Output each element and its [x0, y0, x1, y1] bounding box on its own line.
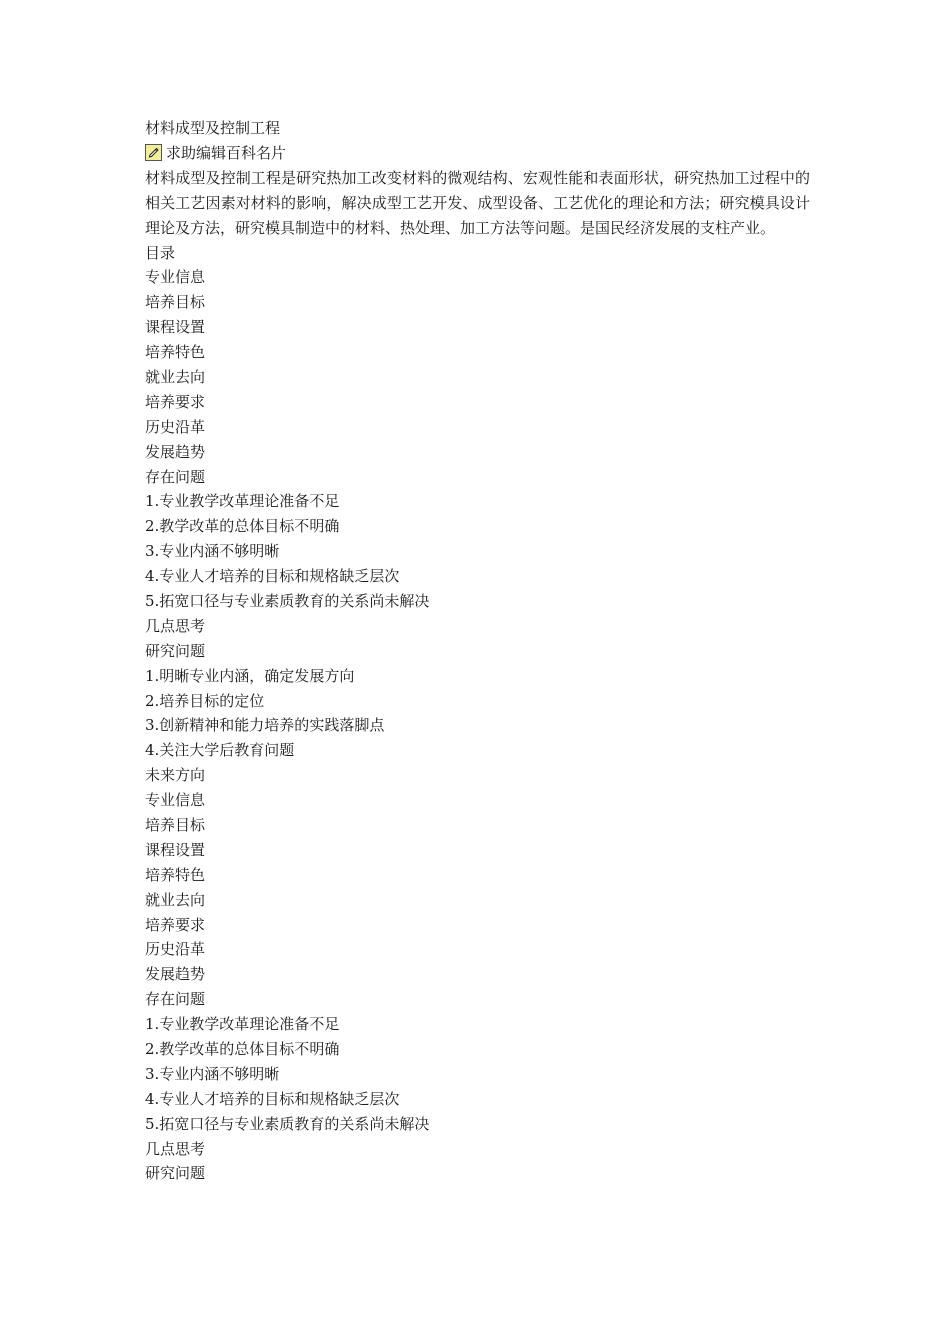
- intro-paragraph: 材料成型及控制工程是研究热加工改变材料的微观结构、宏观性能和表面形状，研究热加工过程中的相关工艺因素对材料的影响，解决成型工艺开发、成型设备、工艺优化的理论和方法；研究模具设计理论及方法，研究模具制造中的材料、热处理、加工方法等问题。是国民经济发展的支柱产业。: [145, 168, 810, 237]
- toc-item[interactable]: 1.专业教学改革理论准备不足: [145, 492, 340, 511]
- toc-item[interactable]: 5.拓宽口径与专业素质教育的关系尚未解决: [145, 1114, 430, 1133]
- toc-item[interactable]: 专业信息: [145, 791, 206, 810]
- toc-item[interactable]: 就业去向: [145, 890, 206, 909]
- toc-item[interactable]: 3.专业内涵不够明晰: [145, 542, 280, 561]
- toc-item[interactable]: 5.拓宽口径与专业素质教育的关系尚未解决: [145, 591, 430, 610]
- toc-list: [145, 265, 810, 1186]
- toc-item[interactable]: 3.专业内涵不够明晰: [145, 1064, 280, 1083]
- toc-item[interactable]: 课程设置: [145, 318, 206, 337]
- toc-item[interactable]: 3.创新精神和能力培养的实践落脚点: [145, 716, 385, 735]
- toc-item[interactable]: 2.教学改革的总体目标不明确: [145, 517, 340, 536]
- toc-item[interactable]: 培养特色: [145, 343, 206, 362]
- toc-item[interactable]: 历史沿革: [145, 940, 206, 959]
- toc-item[interactable]: 未来方向: [145, 766, 206, 785]
- toc-item[interactable]: 4.专业人才培养的目标和规格缺乏层次: [145, 1089, 400, 1108]
- toc-item[interactable]: 4.关注大学后教育问题: [145, 741, 295, 760]
- toc-item[interactable]: 研究问题: [145, 641, 206, 660]
- toc-item[interactable]: 存在问题: [145, 990, 206, 1009]
- toc-item[interactable]: 1.明晰专业内涵，确定发展方向: [145, 666, 355, 685]
- toc-item[interactable]: 培养目标: [145, 293, 206, 312]
- edit-row[interactable]: [145, 141, 810, 166]
- toc-item[interactable]: 历史沿革: [145, 417, 206, 436]
- document-page: [145, 116, 810, 1186]
- toc-item[interactable]: 2.培养目标的定位: [145, 691, 265, 710]
- toc-item[interactable]: 几点思考: [145, 1139, 206, 1158]
- toc-item[interactable]: 专业信息: [145, 268, 206, 287]
- toc-item[interactable]: 研究问题: [145, 1164, 206, 1183]
- toc-item[interactable]: 4.专业人才培养的目标和规格缺乏层次: [145, 567, 400, 586]
- toc-item[interactable]: 培养要求: [145, 915, 206, 934]
- page-title: 材料成型及控制工程: [145, 119, 281, 137]
- toc-item[interactable]: 培养要求: [145, 392, 206, 411]
- toc-item[interactable]: 1.专业教学改革理论准备不足: [145, 1015, 340, 1034]
- toc-item[interactable]: 课程设置: [145, 840, 206, 859]
- toc-heading: 目录: [145, 243, 176, 262]
- edit-pencil-icon[interactable]: [145, 144, 162, 161]
- toc-item[interactable]: 2.教学改革的总体目标不明确: [145, 1040, 340, 1058]
- toc-item[interactable]: 发展趋势: [145, 965, 206, 984]
- edit-baike-link[interactable]: 求助编辑百科名片: [166, 143, 287, 162]
- toc-item[interactable]: 培养目标: [145, 815, 206, 834]
- toc-item[interactable]: 就业去向: [145, 367, 206, 386]
- toc-item[interactable]: 几点思考: [145, 616, 206, 635]
- toc-item[interactable]: 发展趋势: [145, 442, 206, 461]
- toc-item[interactable]: 存在问题: [145, 467, 206, 486]
- toc-item[interactable]: 培养特色: [145, 865, 206, 884]
